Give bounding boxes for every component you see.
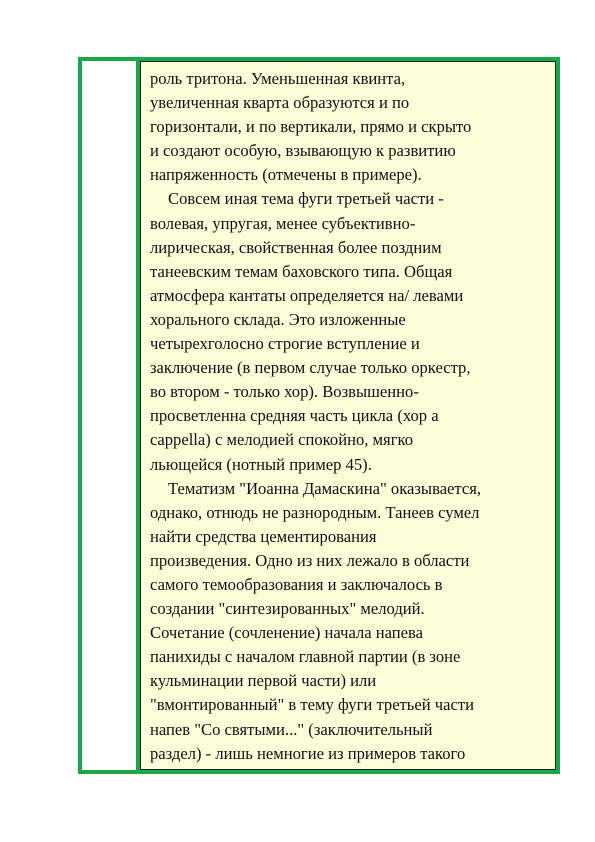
text-line: роль тритона. Уменьшенная квинта, [150,69,406,88]
left-margin-column [82,61,136,770]
text-line: заключение (в первом случае только оркестр, [150,358,471,378]
text-line: найти средства цементирования [150,526,377,546]
page-frame [78,57,560,774]
text-line: четырехголосно строгие вступление и [150,334,420,354]
text-line: во втором - только хор). Возвышенно- [150,382,419,402]
text-line: напев "Со святыми..." (заключительный [150,719,433,739]
text-line: волевая, упругая, менее субъективно- [150,213,416,233]
text-line: горизонтали, и по вертикали, прямо и скрыто [150,117,472,137]
text-line: напряженность (отмечены в примере). [150,165,422,185]
text-line: увеличенная кварта образуются и по [150,93,410,113]
text-line: танеевским темам баховского типа. Общая [150,261,453,281]
text-line: однако, отнюдь не разнородным. Танеев сумел [150,502,480,522]
text-line: и создают особую, взывающую к развитию [150,141,456,161]
text-line: атмосфера кантаты определяется на/ левами [150,285,464,305]
text-line: раздел) - лишь немногие из примеров такого [150,743,466,763]
text-line: Совсем иная тема фуги третьей части - [168,189,444,209]
text-line: Тематизм "Иоанна Дамаскина" оказывается, [168,478,482,498]
text-line: панихиды с началом главной партии (в зоне [150,647,461,667]
text-line: произведения. Одно из них лежало в области [150,550,470,570]
text-line: самого темообразования и заключалось в [150,574,443,594]
text-line: просветленна средняя часть цикла (хор а [150,406,439,426]
text-line: создании "синтезированных" мелодий. [150,599,425,619]
text-line: cappella) с мелодией спокойно, мягко [150,430,414,450]
text-block [140,61,556,770]
text-line: льющейся (нотный пример 45). [150,454,372,474]
text-line: кульминации первой части) или [150,671,377,691]
text-line: лирическая, свойственная более поздним [150,237,442,257]
text-line: "вмонтированный" в тему фуги третьей части [150,695,474,715]
text-line: хорального склада. Это изложенные [150,309,406,329]
text-line: Сочетание (сочленение) начала напева [150,623,424,643]
